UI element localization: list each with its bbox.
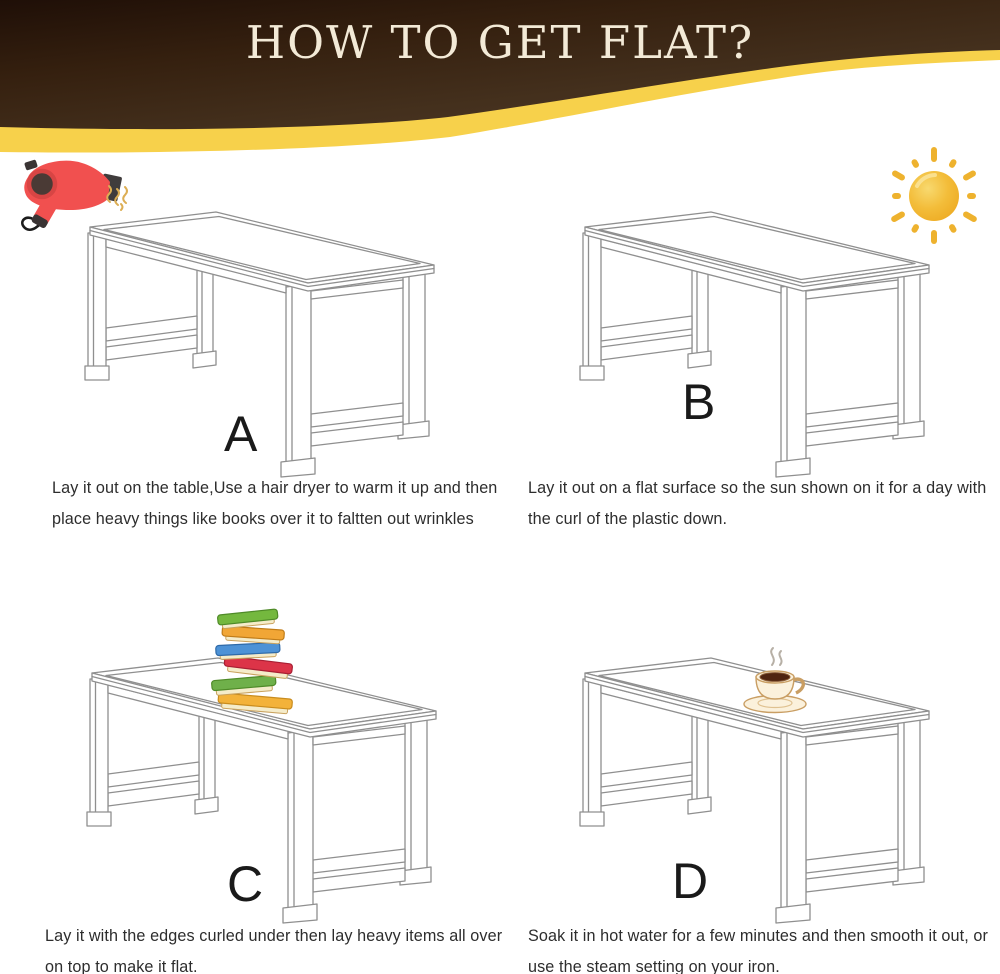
books-stack-icon xyxy=(208,600,304,718)
method-a-description xyxy=(52,473,497,535)
page-title: HOW TO GET FLAT? xyxy=(245,16,755,69)
method-b-line-1: Lay it out on a flat surface so the sun shown on it for a day with xyxy=(528,479,987,497)
coffee-cup-icon xyxy=(733,644,817,718)
method-b-label: B xyxy=(682,374,716,430)
method-d-line-2: use the steam setting on your iron. xyxy=(528,958,780,974)
method-c-description xyxy=(45,921,502,974)
table-illustration-b xyxy=(575,195,935,485)
method-d-line-1: Soak it in hot water for a few minutes and then smooth it out, or xyxy=(528,927,988,945)
method-d-description xyxy=(528,921,988,974)
method-a-line-1: Lay it out on the table,Use a hair dryer to warm it up and then xyxy=(52,479,498,497)
method-b-description xyxy=(528,473,986,535)
method-a-label: A xyxy=(224,406,258,462)
method-b-line-2: the curl of the plastic down. xyxy=(528,510,728,528)
method-c-line-2: on top to make it flat. xyxy=(45,958,198,974)
method-a-line-2: place heavy things like books over it to faltten out wrinkles xyxy=(52,510,474,528)
method-d-label: D xyxy=(672,853,709,909)
method-c-line-1: Lay it with the edges curled under then lay heavy items all over xyxy=(45,927,503,945)
table-illustration-a xyxy=(80,195,440,485)
hair-dryer-icon xyxy=(14,156,136,238)
method-c-label: C xyxy=(227,856,264,912)
sun-icon xyxy=(884,144,984,244)
